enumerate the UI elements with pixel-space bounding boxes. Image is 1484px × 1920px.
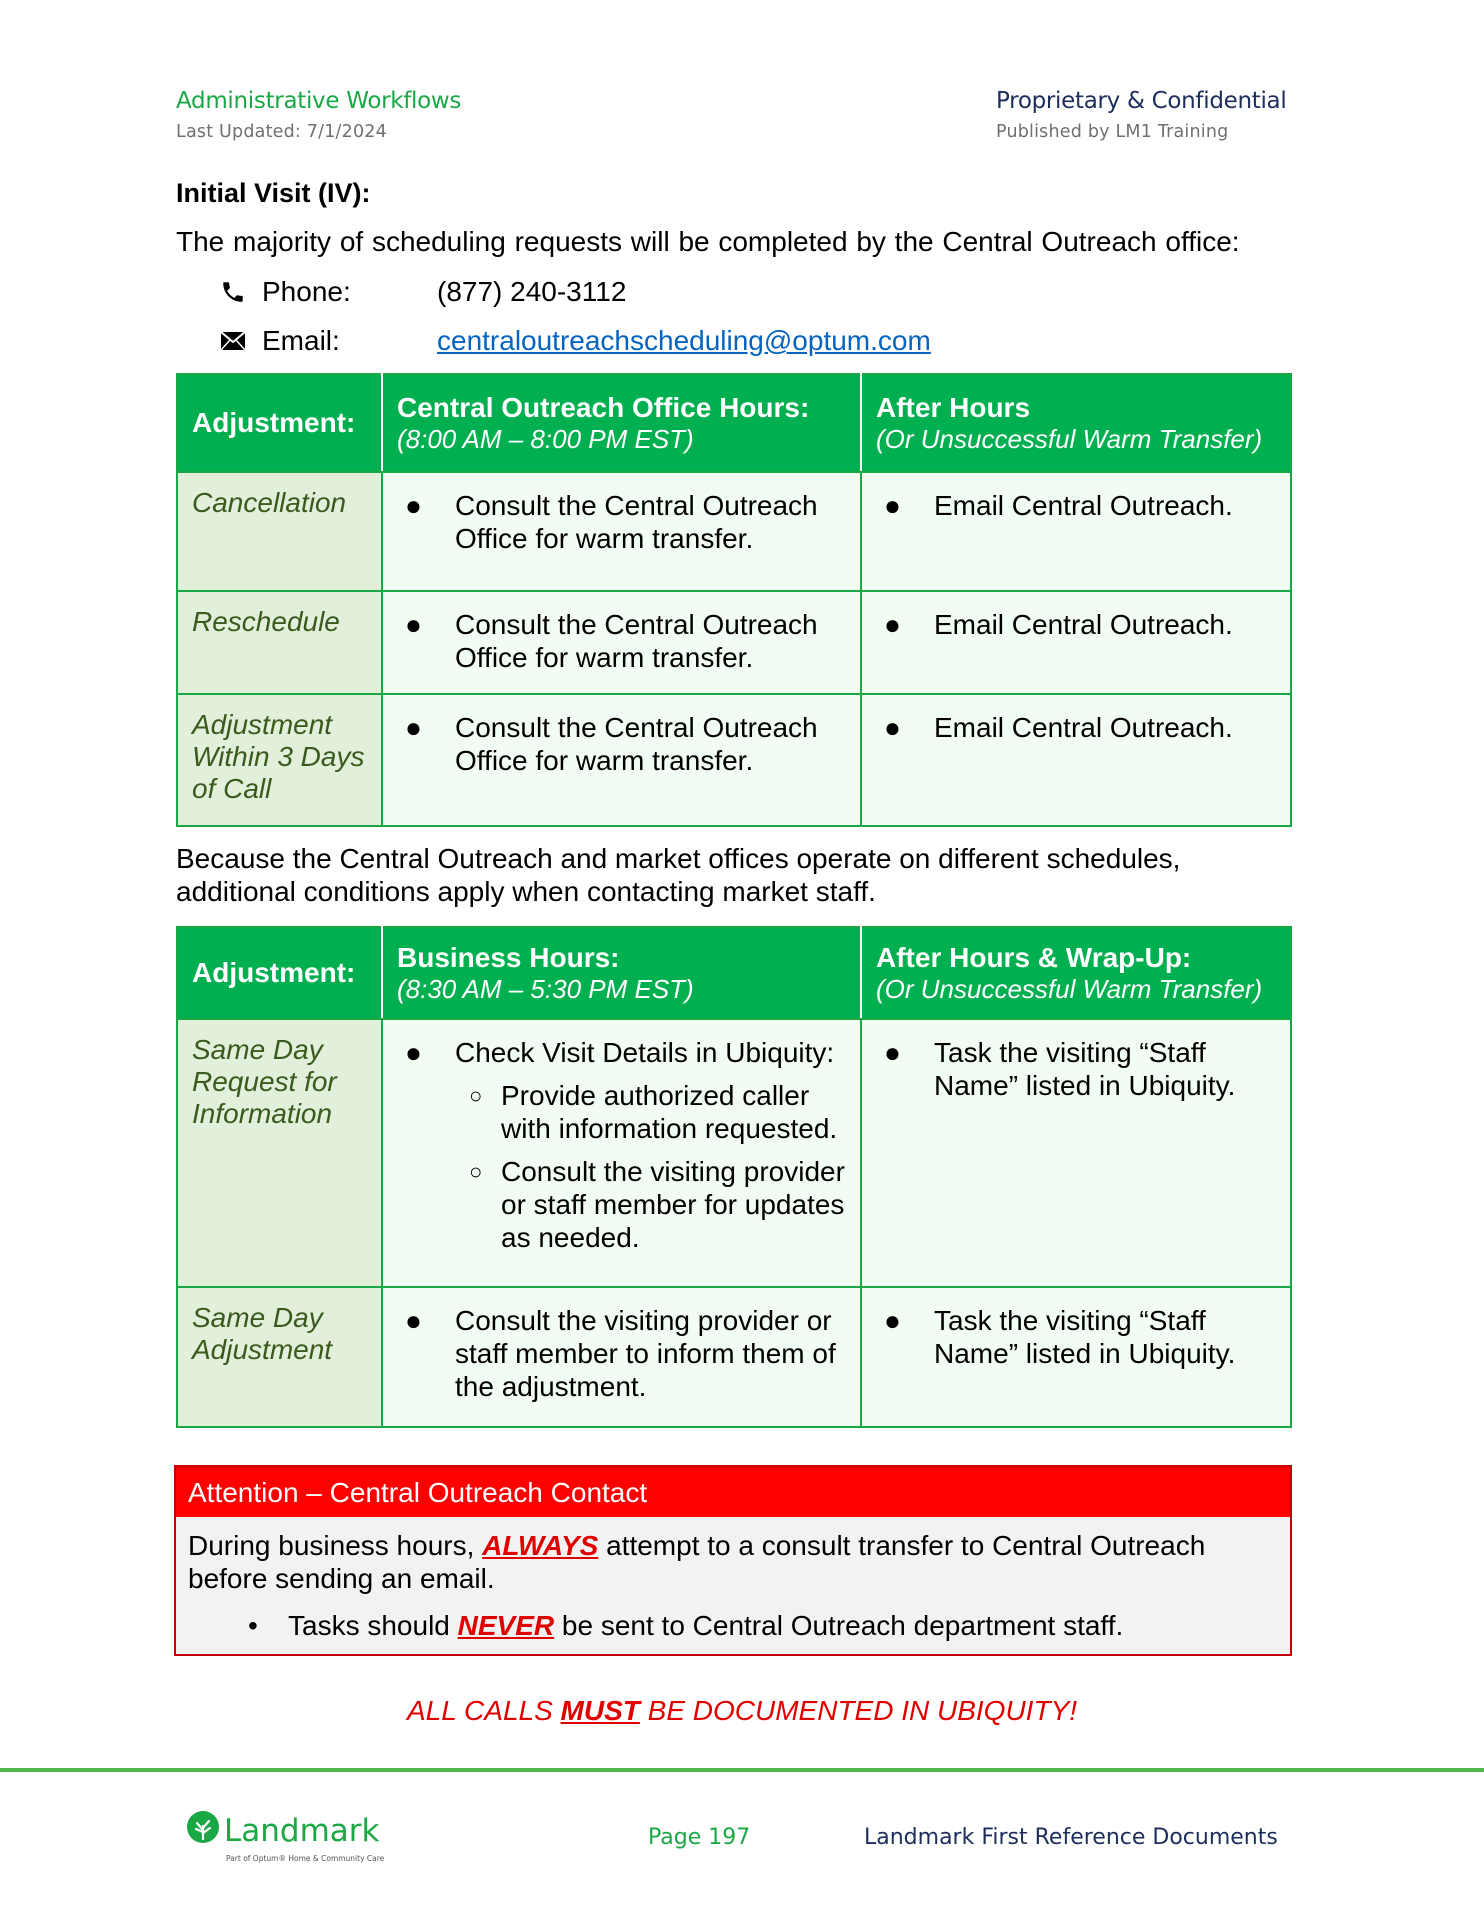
attention-bullet-post: be sent to Central Outreach department staff. bbox=[561, 1610, 1124, 1641]
table-row bbox=[177, 1019, 1291, 1287]
header-publisher: Published by LM1 Training bbox=[996, 122, 1229, 142]
row-label: Reschedule bbox=[177, 591, 382, 694]
after-cell: ● Task the visiting “Staff Name” listed in Ubiquity. bbox=[861, 1287, 1291, 1427]
row-label: Same Day Request for Information bbox=[177, 1019, 382, 1287]
market-offices-note: Because the Central Outreach and market offices operate on different schedules, additional conditions apply when contacting market staff. bbox=[176, 843, 1181, 907]
logo-wordmark: Landmark bbox=[224, 1813, 380, 1849]
office-cell: ● Consult the Central Outreach Office for warm transfer. bbox=[382, 472, 861, 591]
attention-body bbox=[176, 1517, 1290, 1654]
attention-line1-pre: During business hours, bbox=[188, 1530, 475, 1561]
table-row bbox=[177, 1287, 1291, 1427]
footer-divider bbox=[0, 1768, 1484, 1772]
row-label: Same Day Adjustment bbox=[177, 1287, 382, 1427]
header-cell-after-hours-wrap-up: After Hours & Wrap-Up: (Or Unsuccessful Warm Transfer) bbox=[861, 927, 1291, 1019]
office-cell: ● Consult the Central Outreach Office for warm transfer. bbox=[382, 694, 861, 826]
phone-row bbox=[218, 276, 626, 308]
after-cell: ● Task the visiting “Staff Name” listed in Ubiquity. bbox=[861, 1019, 1291, 1287]
attention-line1-post: attempt to a consult transfer to Central Outreach before sending an email. bbox=[188, 1530, 1206, 1594]
list-item: Task the visiting “Staff Name” listed in Ubiquity. bbox=[934, 1305, 1236, 1369]
sub-list-item: Consult the visiting provider or staff member for updates as needed. bbox=[501, 1156, 845, 1253]
header-cell-business-hours: Business Hours: (8:30 AM – 5:30 PM EST) bbox=[382, 927, 861, 1019]
office-cell: ● Check Visit Details in Ubiquity: ○ Provide authorized caller with information requested. ○ Consult the visiting provider or staff member for updates as needed. bbox=[382, 1019, 861, 1287]
email-label: Email: bbox=[262, 325, 340, 356]
phone-icon bbox=[218, 277, 248, 307]
header-right bbox=[996, 88, 1286, 142]
header-left bbox=[176, 88, 461, 142]
list-item: Task the visiting “Staff Name” listed in Ubiquity. bbox=[934, 1037, 1236, 1101]
list-item: Check Visit Details in Ubiquity: bbox=[455, 1037, 835, 1068]
phone-value: (877) 240-3112 bbox=[437, 276, 627, 307]
sub-list-item: Provide authorized caller with information requested. bbox=[501, 1080, 838, 1144]
phone-label: Phone: bbox=[262, 276, 351, 307]
office-cell: ● Consult the Central Outreach Office for warm transfer. bbox=[382, 591, 861, 694]
header-last-updated: Last Updated: 7/1/2024 bbox=[176, 122, 387, 142]
market-staff-table bbox=[176, 926, 1292, 1428]
list-item: Consult the Central Outreach Office for warm transfer. bbox=[455, 490, 818, 554]
header-cell-adjustment: Adjustment: bbox=[177, 927, 382, 1019]
intro-text: The majority of scheduling requests will be completed by the Central Outreach office: bbox=[176, 226, 1240, 257]
logo-tagline: Part of Optum® Home & Community Care bbox=[226, 1854, 385, 1863]
envelope-icon bbox=[218, 326, 248, 356]
header-confidential: Proprietary & Confidential bbox=[996, 88, 1287, 114]
table-row bbox=[177, 472, 1291, 591]
list-item: Consult the visiting provider or staff member to inform them of the adjustment. bbox=[455, 1305, 836, 1402]
attention-bullet-pre: Tasks should bbox=[288, 1610, 450, 1641]
table-header-row bbox=[177, 927, 1291, 1019]
email-row bbox=[218, 325, 931, 357]
row-label: Adjustment Within 3 Days of Call bbox=[177, 694, 382, 826]
row-label: Cancellation bbox=[177, 472, 382, 591]
header-cell-after-hours: After Hours (Or Unsuccessful Warm Transfer) bbox=[861, 374, 1291, 472]
table-header-row bbox=[177, 374, 1291, 472]
email-link[interactable]: centraloutreachscheduling@optum.com bbox=[437, 325, 931, 356]
list-item: Consult the Central Outreach Office for warm transfer. bbox=[455, 609, 818, 673]
list-item: Email Central Outreach. bbox=[934, 712, 1233, 743]
always-emphasis: ALWAYS bbox=[482, 1530, 599, 1561]
header-doc-category: Administrative Workflows bbox=[176, 88, 462, 114]
central-outreach-table bbox=[176, 373, 1292, 827]
page-number: Page 197 bbox=[648, 1825, 751, 1850]
after-cell: ● Email Central Outreach. bbox=[861, 694, 1291, 826]
table-row bbox=[177, 591, 1291, 694]
attention-title: Attention – Central Outreach Contact bbox=[176, 1467, 1290, 1517]
must-emphasis: MUST bbox=[560, 1695, 640, 1726]
after-cell: ● Email Central Outreach. bbox=[861, 591, 1291, 694]
office-cell: ● Consult the visiting provider or staff member to inform them of the adjustment. bbox=[382, 1287, 861, 1427]
footer-doc-title: Landmark First Reference Documents bbox=[864, 1825, 1278, 1850]
header-cell-office-hours: Central Outreach Office Hours: (8:00 AM – 8:00 PM EST) bbox=[382, 374, 861, 472]
section-title: Initial Visit (IV): bbox=[176, 178, 371, 208]
after-cell: ● Email Central Outreach. bbox=[861, 472, 1291, 591]
documentation-reminder: ALL CALLS MUST BE DOCUMENTED IN UBIQUITY! bbox=[406, 1695, 1078, 1726]
never-emphasis: NEVER bbox=[457, 1610, 555, 1641]
landmark-logo bbox=[186, 1810, 384, 1863]
list-item: Email Central Outreach. bbox=[934, 490, 1233, 521]
list-item: Email Central Outreach. bbox=[934, 609, 1233, 640]
attention-box bbox=[174, 1465, 1292, 1656]
table-row bbox=[177, 694, 1291, 826]
tree-icon bbox=[186, 1810, 220, 1852]
attention-bullet: • Tasks should NEVER be sent to Central Outreach department staff. bbox=[248, 1610, 1124, 1641]
list-item: Consult the Central Outreach Office for warm transfer. bbox=[455, 712, 818, 776]
header-cell-adjustment: Adjustment: bbox=[177, 374, 382, 472]
